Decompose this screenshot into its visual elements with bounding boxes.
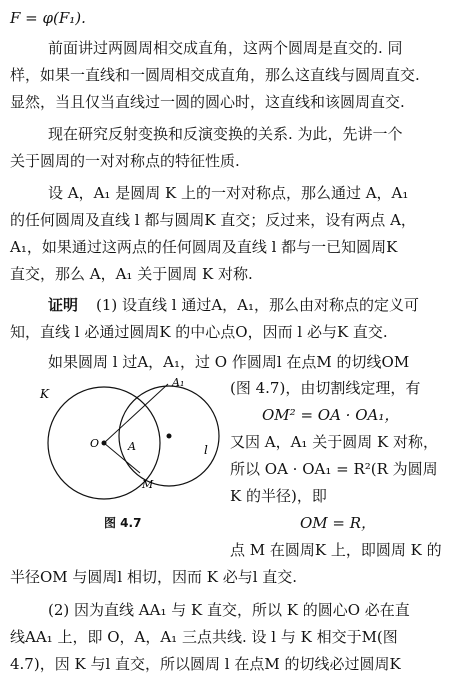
label-A1: A₁ (172, 376, 185, 389)
label-M: M (142, 478, 154, 491)
text-line: 设 A，A₁ 是圆周 K 上的一对对称点，那么通过 A，A₁ (48, 184, 409, 202)
text-line: 关于圆周的一对对称点的特征性质. (10, 152, 240, 170)
label-K: K (40, 387, 49, 401)
figure-caption: 图 4.7 (104, 516, 142, 530)
label-O: O (90, 437, 100, 450)
formula-line: OM² = OA · OA₁， (262, 406, 400, 424)
text-line: 又因 A，A₁ 关于圆周 K 对称， (230, 433, 438, 451)
text-line: 显然，当且仅当直线过一圆的圆心时，这直线和该圆周直交. (10, 93, 405, 111)
text-line: 如果圆周 l 过A，A₁，过 O 作圆周l 在点M 的切线OM (48, 353, 410, 371)
text-line: (1) 设直线 l 通过A，A₁，那么由对称点的定义可 (96, 296, 420, 314)
text-line: 直交，那么 A，A₁ 关于圆周 K 对称. (10, 265, 253, 283)
text-line: 点 M 在圆周K 上，即圆周 K 的 (230, 541, 442, 559)
text-line: 知，直线 l 必通过圆周K 的中心点O，因而 l 必与K 直交. (10, 323, 388, 341)
text-line: 的任何圆周及直线 l 都与圆周K 直交；反过来，设有两点 A， (10, 211, 416, 229)
point-O (102, 441, 107, 446)
label-l: l (204, 443, 208, 457)
formula-line: OM = R， (300, 514, 377, 532)
label-A: A (128, 440, 136, 453)
text-line: 半径OM 与圆周l 相切，因而 K 必与l 直交. (10, 568, 298, 586)
text-line: 4.7)，因 K 与l 直交，所以圆周 l 在点M 的切线必过圆周K (10, 655, 401, 673)
text-line: 所以 OA · OA₁ = R²(R 为圆周 (230, 460, 438, 478)
formula-line: F = φ(F₁). (10, 9, 86, 27)
text-line: 样，如果一直线和一圆周相交成直角，那么这直线与圆周直交. (10, 66, 420, 84)
point-center-l (167, 434, 172, 439)
text-line: 线AA₁ 上，即 O，A，A₁ 三点共线. 设 l 与 K 相交于M(图 (10, 628, 398, 646)
text-line: 现在研究反射变换和反演变换的关系. 为此，先讲一个 (48, 125, 403, 143)
text-line: A₁，如果通过这两点的任何圆周及直线 l 都与一已知圆周K (10, 238, 398, 256)
text-line: (2) 因为直线 AA₁ 与 K 直交，所以 K 的圆心O 必在直 (48, 601, 410, 619)
text-line: (图 4.7)，由切割线定理，有 (230, 379, 421, 397)
text-line: 前面讲过两圆周相交成直角，这两个圆周是直交的. 同 (48, 39, 403, 57)
segment-OA1 (104, 384, 168, 443)
proof-label: 证明 (48, 296, 79, 314)
figure-4-7 (34, 374, 224, 514)
text-line: K 的半径)，即 (230, 487, 327, 505)
